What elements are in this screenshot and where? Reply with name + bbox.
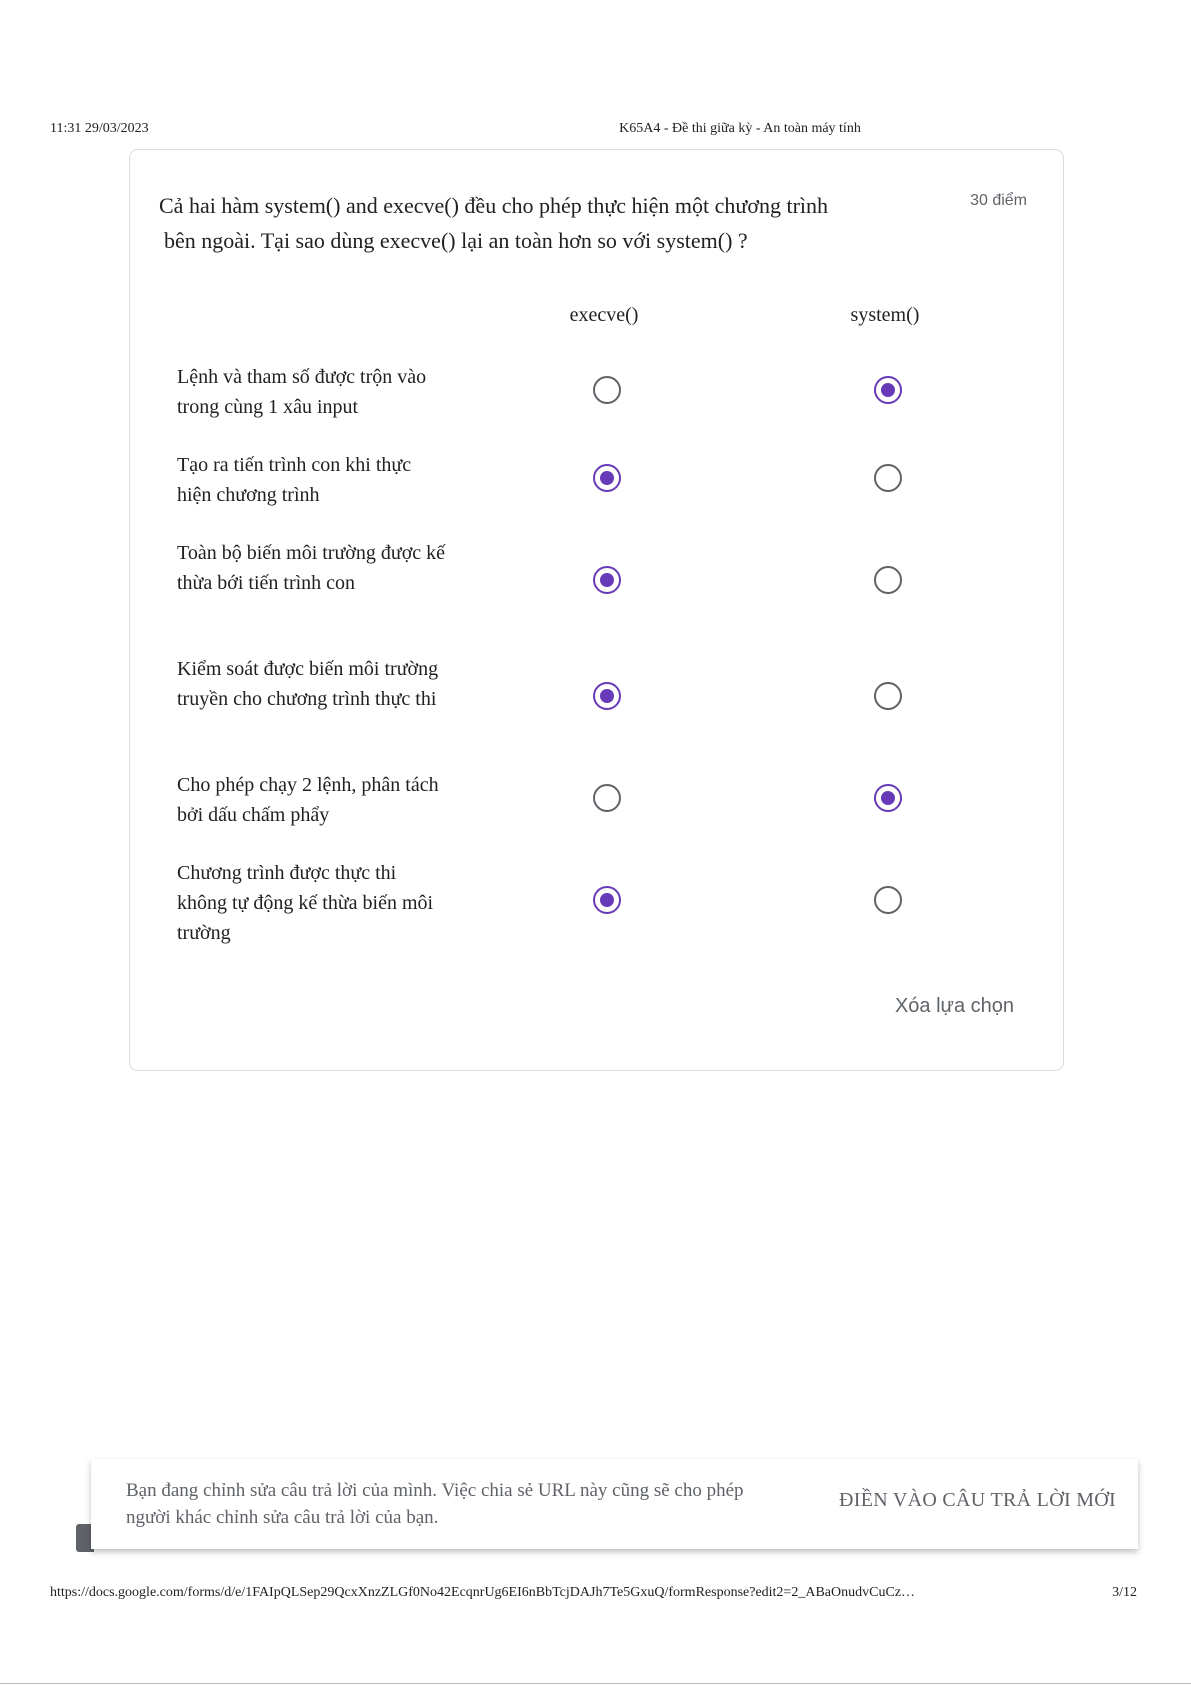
edit-response-toast: [91, 1459, 1138, 1549]
radio-execve[interactable]: [593, 376, 621, 404]
radio-system[interactable]: [874, 784, 902, 812]
column-header-execve: execve(): [569, 304, 639, 326]
radio-system[interactable]: [874, 464, 902, 492]
radio-dot: [600, 689, 614, 703]
radio-execve[interactable]: [593, 784, 621, 812]
page-number: 3/12: [1112, 1585, 1137, 1600]
row-label: Cho phép chạy 2 lệnh, phân tách bởi dấu chấm phẩy: [177, 774, 439, 826]
row-label: Chương trình được thực thi không tự động kế thừa biến môi trường: [177, 862, 434, 944]
question-card: [129, 149, 1064, 1071]
radio-dot: [600, 471, 614, 485]
print-timestamp: 11:31 29/03/2023: [50, 121, 149, 136]
radio-execve[interactable]: [593, 464, 621, 492]
row-label: Tạo ra tiến trình con khi thực hiện chương trình: [177, 454, 412, 506]
row-label: Toàn bộ biến môi trường được kế thừa bới tiến trình con: [177, 542, 446, 594]
question-title: [159, 188, 899, 258]
column-header-system: system(): [850, 304, 920, 326]
print-title: K65A4 - Đề thi giữa kỳ - An toàn máy tính: [619, 121, 861, 136]
question-title-line-1: Cả hai hàm system() and execve() đều cho phép thực hiện một chương trình: [159, 193, 829, 218]
points-label: 30 điểm: [970, 192, 1027, 209]
row-label: Lệnh và tham số được trộn vào trong cùng 1 xâu input: [177, 366, 427, 418]
radio-execve[interactable]: [593, 566, 621, 594]
row-label: Kiểm soát được biến môi trường truyền cho chương trình thực thi: [177, 658, 439, 710]
radio-system[interactable]: [874, 376, 902, 404]
print-footer: [50, 1585, 1137, 1603]
print-url: https://docs.google.com/forms/d/e/1FAIpQLSep29QcxXnzZLGf0No42EcqnrUg6EI6nBbTcjDAJh7Te5GxuQ/formResponse?edit2=2_ABaOnudvCuCz…: [50, 1585, 915, 1600]
radio-dot: [881, 383, 895, 397]
radio-system[interactable]: [874, 566, 902, 594]
clear-selection-button[interactable]: Xóa lựa chọn: [894, 995, 1014, 1017]
radio-dot: [881, 791, 895, 805]
radio-execve[interactable]: [593, 886, 621, 914]
toast-message: Bạn đang chỉnh sửa câu trả lời của mình. Việc chia sẻ URL này cũng sẽ cho phép người khác chỉnh sửa câu trả lời của bạn.: [126, 1480, 744, 1528]
radio-system[interactable]: [874, 682, 902, 710]
radio-dot: [600, 893, 614, 907]
new-response-button[interactable]: ĐIỀN VÀO CÂU TRẢ LỜI MỚI: [838, 1489, 1116, 1511]
radio-system[interactable]: [874, 886, 902, 914]
print-header: [50, 121, 1137, 139]
radio-execve[interactable]: [593, 682, 621, 710]
page-divider: [0, 1683, 1191, 1684]
radio-dot: [600, 573, 614, 587]
question-title-line-2: bên ngoài. Tại sao dùng execve() lại an toàn hơn so với system() ?: [164, 228, 748, 253]
